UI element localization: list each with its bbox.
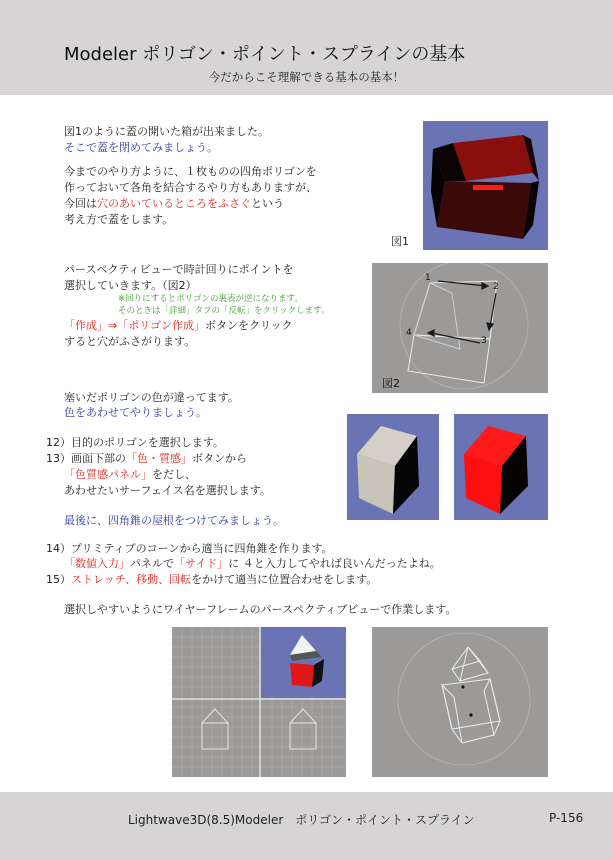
s2-line3-post: ボタンをクリック	[205, 319, 293, 332]
s3-line2: 色をあわせてやりましょう。	[64, 406, 207, 419]
page-number: P-156	[549, 811, 584, 825]
s4-intro: 最後に、四角錐の屋根をつけてみましょう。	[64, 514, 284, 527]
s2-line3	[64, 318, 293, 334]
step-13c: あわせたいサーフェイス名を選択します。	[64, 484, 271, 497]
step-13-pre: 13）画面下部の	[46, 452, 126, 465]
footer-band	[0, 792, 613, 860]
fig1-caption: 図1	[391, 235, 409, 248]
fig1-inner-back	[453, 135, 533, 181]
s1-line5-post: という	[251, 197, 284, 210]
fig4b-point	[461, 685, 464, 688]
figure-3-white-cube	[347, 414, 439, 520]
figure-1-open-box	[423, 121, 548, 250]
step-15-highlight: ストレッチ、移動、回転	[71, 573, 192, 586]
step-12: 12）目的のポリゴンを選択します。	[46, 436, 224, 449]
s1-line4: 作っておいて各角を結合するやり方もありますが、	[64, 181, 317, 194]
fig2-point-label: 4	[406, 328, 412, 338]
step-14b-post: に ４と入力してやれば良いんだったよね。	[228, 557, 441, 570]
step-14b-highlight: 「数値入力」	[64, 557, 130, 570]
s2-note1: ※回りにするとポリゴンの裏表が逆になります。	[118, 294, 303, 304]
step-13b-highlight: 「色質感パネル」	[64, 468, 152, 481]
fig2-point-label: 2	[493, 282, 499, 292]
step-13b-post: をだし、	[152, 468, 196, 481]
s2-line3-highlight: 「作成」⇒「ポリゴン作成」	[64, 319, 205, 332]
s2-line4: すると穴がふさがります。	[64, 335, 196, 348]
step-13-post: ボタンから	[192, 452, 247, 465]
s3-line1: 塞いだポリゴンの色が違ってます。	[64, 391, 239, 404]
s1-line1: 図1のように蓋の開いた箱が出来ました。	[64, 125, 269, 138]
s2-line1: パースペクティビューで時計回りにポイントを	[64, 263, 294, 276]
figure-2-wireframe	[372, 263, 548, 393]
page-subtitle: 今だからこそ理解できる基本の基本！	[208, 70, 405, 84]
figure-3-red-cube	[454, 414, 548, 520]
step-15	[46, 572, 377, 588]
fig2-point-label: 3	[481, 336, 487, 346]
s1-line5	[64, 196, 284, 212]
step-14b	[64, 556, 441, 572]
figure-4-quad-view	[172, 627, 346, 777]
fig4a-cube-front	[290, 663, 314, 687]
s2-note2: そのときは「詳細」タブの「反転」をクリックします。	[118, 306, 330, 316]
s1-line2: そこで蓋を閉めてみましょう。	[64, 141, 218, 154]
fig2-caption: 図2	[382, 377, 400, 390]
s1-line5-pre: 今回は	[64, 197, 97, 210]
step-13-highlight: 「色・質感」	[126, 452, 192, 465]
step-14b-highlight2: 「サイド」	[174, 557, 229, 570]
fig1-hole-edge	[473, 185, 503, 190]
figure-4-wireframe-perspective	[372, 627, 548, 777]
fig4b-point	[469, 713, 472, 716]
s2-line2: 選択していきます。（図2）	[64, 279, 197, 292]
fig2-point-label: 1	[425, 273, 431, 283]
step-14b-mid: パネルで	[130, 557, 174, 570]
page-title: Modeler ポリゴン・ポイント・スプラインの基本	[64, 44, 466, 65]
step-13	[46, 451, 247, 467]
footer-title: Lightwave3D(8.5)Modeler ポリゴン・ポイント・スプライン	[128, 813, 475, 827]
step-15-post: をかけて適当に位置合わせをします。	[191, 573, 378, 586]
step-13b	[64, 467, 196, 483]
s1-line5-highlight: 穴のあいているところをふさぐ	[97, 197, 251, 210]
s1-line3: 今までのやり方ように、１枚ものの四角ポリゴンを	[64, 165, 317, 178]
step-15-pre: 15）	[46, 573, 71, 586]
s4-note: 選択しやすいようにワイヤーフレームのパースペクティブビューで作業します。	[64, 603, 457, 616]
s1-line6: 考え方で蓋をします。	[64, 213, 174, 226]
header-band	[0, 0, 613, 95]
step-14: 14）プリミティブのコーンから適当に四角錐を作ります。	[46, 542, 333, 555]
